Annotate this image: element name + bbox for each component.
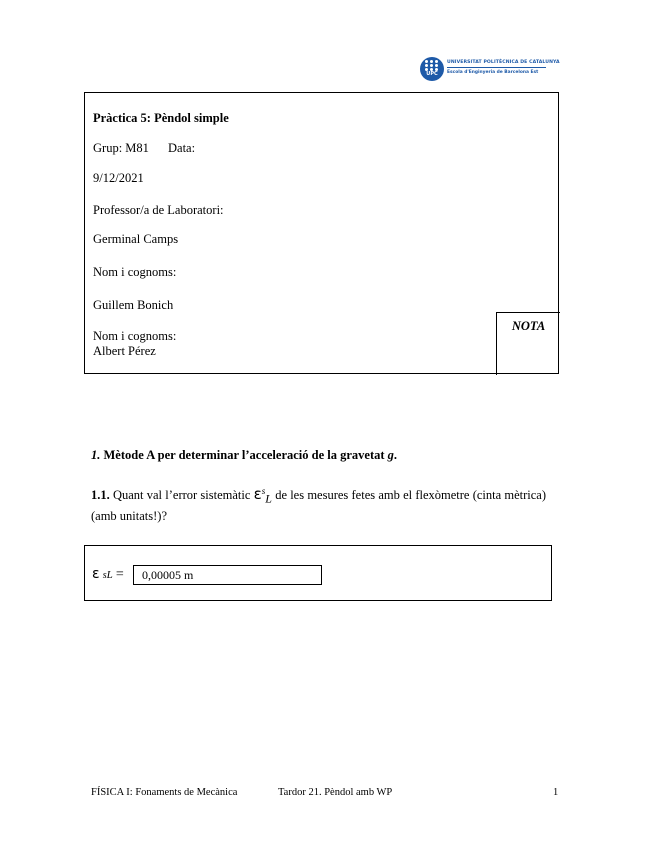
logo-divider	[447, 67, 546, 68]
answer-input[interactable]: 0,00005 m	[133, 565, 322, 585]
superscript-s: s	[261, 486, 266, 496]
date-label: Data:	[168, 141, 196, 155]
practice-title: Pràctica 5: Pèndol simple	[93, 111, 229, 125]
grade-box	[496, 312, 560, 375]
answer-sub: L	[106, 569, 113, 581]
group-label: Grup: M81	[93, 141, 149, 155]
logo-school-name: Escola d'Enginyeria de Barcelona Est	[447, 70, 539, 75]
section-title-end: .	[393, 448, 398, 462]
question-text-after: de les mesures fetes amb el flexòmetre (cinta mètrica) (amb unitats!)?	[91, 488, 547, 523]
answer-epsilon: ε	[92, 566, 100, 582]
logo-university-name: UNIVERSITAT POLITÈCNICA DE CATALUNYA	[447, 60, 560, 65]
professor-name: Germinal Camps	[93, 232, 179, 246]
section-heading	[91, 448, 397, 463]
answer-equals: =	[115, 567, 124, 582]
epsilon-symbol: ε	[253, 485, 262, 504]
section-title-variable: g	[387, 448, 394, 462]
professor-label: Professor/a de Laboratori:	[93, 203, 224, 217]
section-title: Mètode A per determinar l’acceleració de la gravetat	[103, 448, 385, 462]
student-name-1: Guillem Bonich	[93, 298, 174, 312]
footer-title: Tardor 21. Pèndol amb WP	[278, 787, 393, 798]
question-1-1	[91, 483, 546, 525]
grade-label: NOTA	[511, 319, 546, 333]
question-number: 1.1.	[91, 488, 110, 503]
logo-mark-text: UPC	[426, 71, 438, 77]
date-value: 9/12/2021	[93, 171, 144, 185]
footer-course: FÍSICA I: Fonaments de Mecànica	[91, 787, 238, 798]
student-name-2: Albert Pérez	[93, 344, 156, 358]
answer-sup: s	[102, 570, 107, 581]
student-name-label-2: Nom i cognoms:	[93, 329, 177, 343]
upc-logo-icon	[420, 57, 444, 81]
section-number: 1.	[91, 448, 101, 462]
answer-box	[84, 545, 552, 601]
subscript-l: L	[265, 491, 272, 506]
question-text-before: Quant val l’error sistemàtic	[112, 488, 251, 503]
footer-page-number: 1	[553, 787, 559, 798]
university-logo	[420, 57, 560, 81]
header-table	[84, 92, 559, 374]
answer-label	[92, 566, 124, 583]
student-name-label-1: Nom i cognoms:	[93, 265, 177, 279]
